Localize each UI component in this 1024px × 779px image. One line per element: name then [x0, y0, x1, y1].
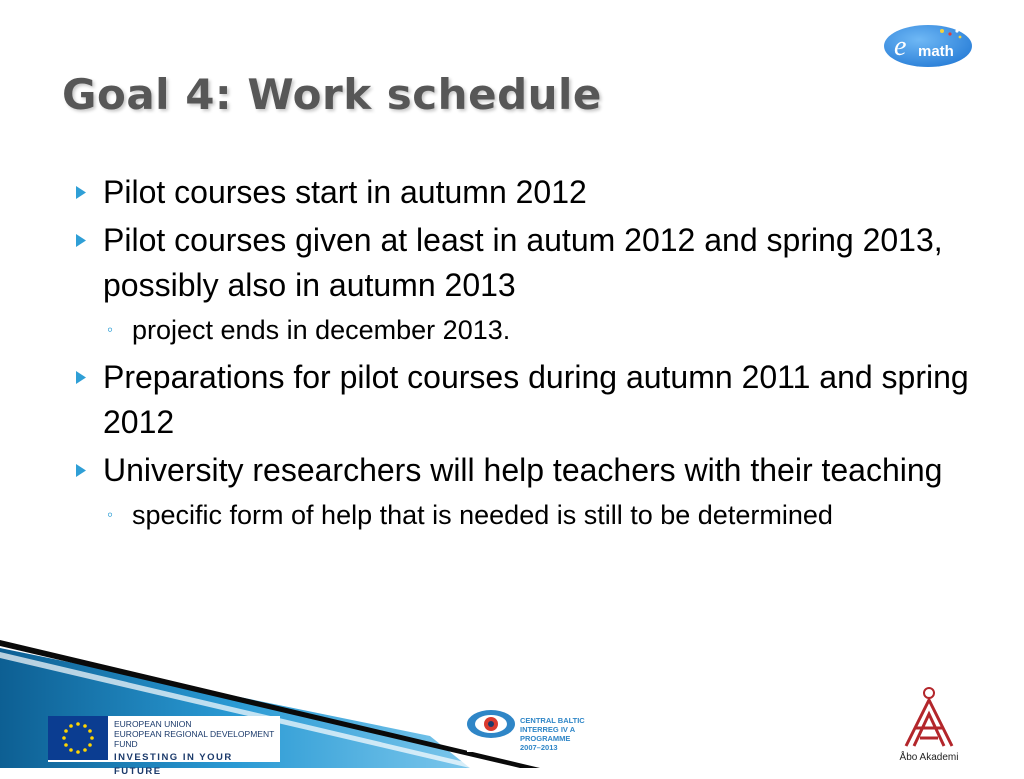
circle-bullet-icon: ◦: [107, 505, 114, 524]
bullet-list: [70, 170, 970, 540]
sub-bullet-text: project ends in december 2013.: [132, 315, 511, 345]
bullet-item: [70, 355, 970, 445]
bullet-text: Preparations for pilot courses during autumn 2011 and spring 2012: [103, 359, 969, 440]
bullet-text: Pilot courses given at least in autum 2012 and spring 2013, possibly also in autumn 2013: [103, 222, 943, 303]
bullet-text: Pilot courses start in autumn 2012: [103, 174, 587, 210]
svg-text:e: e: [894, 31, 907, 62]
svg-text:math: math: [918, 43, 954, 60]
eu-flag-icon: [48, 716, 108, 760]
triangle-bullet-icon: [76, 448, 86, 477]
sub-bullet-item: [70, 311, 970, 349]
sub-bullet-text: specific form of help that is needed is still to be determined: [132, 500, 833, 530]
eu-line2: EUROPEAN REGIONAL DEVELOPMENT FUND: [114, 729, 275, 749]
bullet-item: [70, 218, 970, 308]
eu-regional-fund-logo: [48, 716, 280, 777]
eu-line3: INVESTING IN YOUR FUTURE: [114, 752, 233, 777]
central-baltic-logo: [465, 704, 595, 760]
bullet-item: [70, 448, 970, 493]
slide-title: Goal 4: Work schedule: [62, 70, 602, 119]
triangle-bullet-icon: [76, 355, 86, 384]
cb-line4: 2007–2013: [520, 743, 558, 752]
circle-bullet-icon: ◦: [107, 320, 114, 339]
eu-line1: EUROPEAN UNION: [114, 719, 192, 729]
cb-line3: PROGRAMME: [520, 734, 571, 743]
abo-akademi-name: Åbo Akademi: [899, 752, 959, 763]
abo-akademi-logo: [896, 686, 962, 766]
cb-line1: CENTRAL BALTIC: [520, 716, 585, 725]
bullet-text: University researchers will help teachers with their teaching: [103, 452, 943, 488]
bullet-item: [70, 170, 970, 215]
emath-logo: [882, 22, 974, 70]
triangle-bullet-icon: [76, 218, 86, 247]
sub-bullet-item: [70, 496, 970, 534]
cb-line2: INTERREG IV A: [520, 725, 576, 734]
abo-akademi-emblem-icon: [896, 686, 962, 750]
central-baltic-emblem-icon: [465, 704, 517, 756]
triangle-bullet-icon: [76, 170, 86, 199]
